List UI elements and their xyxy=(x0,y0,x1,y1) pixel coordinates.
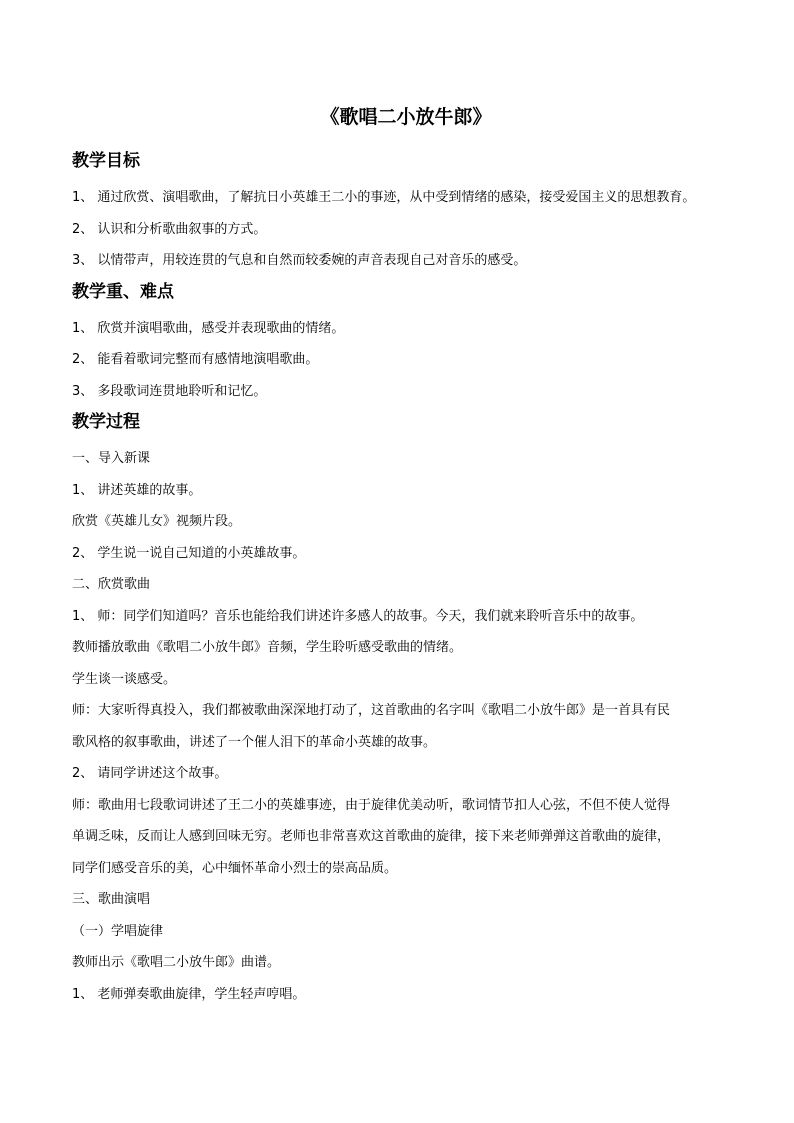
paragraph-line: 2、 能看着歌词完整而有感情地演唱歌曲。 xyxy=(72,352,319,367)
paragraph-line: 1、 老师弹奏歌曲旋律，学生轻声哼唱。 xyxy=(72,986,306,1002)
paragraph-line: 3、 以情带声，用较连贯的气息和自然而较委婉的声音表现自己对音乐的感受。 xyxy=(72,253,527,268)
paragraph-line: 2、 请同学讲述这个故事。 xyxy=(72,766,228,781)
paragraph-line: 师：歌曲用七段歌词讲述了王二小的英雄事迹，由于旋律优美动听，歌词情节扣人心弦，不但不使人觉得 xyxy=(72,797,671,813)
paragraph-line: 一、导入新课 xyxy=(72,451,151,466)
paragraph-line: 学生谈一谈感受。 xyxy=(72,671,177,687)
paragraph-line: 2、 认识和分析歌曲叙事的方式。 xyxy=(72,221,267,237)
section-heading-key-points: 教学重、难点 xyxy=(72,281,174,302)
paragraph-line: 师：大家听得真投入，我们都被歌曲深深地打动了，这首歌曲的名字叫《歌唱二小放牛郎》是一首具有民 xyxy=(72,703,671,718)
paragraph-line: 1、 欣赏并演唱歌曲，感受并表现歌曲的情绪。 xyxy=(72,320,345,336)
paragraph-line: 教师播放歌曲《歌唱二小放牛郎》音频，学生聆听感受歌曲的情绪。 xyxy=(72,640,463,655)
paragraph-line: （一）学唱旋律 xyxy=(72,923,164,939)
section-heading-teaching-process: 教学过程 xyxy=(72,412,140,432)
paragraph-line: 教师出示《歌唱二小放牛郎》曲谱。 xyxy=(72,955,281,970)
paragraph-line: 三、歌曲演唱 xyxy=(72,892,151,907)
paragraph-line: 1、 通过欣赏、演唱歌曲，了解抗日小英雄王二小的事迹，从中受到情绪的感染，接受爱国主义的思想教育。 xyxy=(72,190,696,205)
paragraph-line: 3、 多段歌词连贯地聆听和记忆。 xyxy=(72,383,267,399)
section-heading-teaching-goals: 教学目标 xyxy=(72,151,140,171)
paragraph-line: 欣赏《英雄儿女》视频片段。 xyxy=(72,514,242,529)
paragraph-line: 二、欣赏歌曲 xyxy=(72,577,151,592)
paragraph-line: 1、 讲述英雄的故事。 xyxy=(72,482,202,498)
paragraph-line: 同学们感受音乐的美，心中缅怀革命小烈士的崇高品质。 xyxy=(72,860,398,876)
paragraph-line: 1、 师：同学们知道吗？音乐也能给我们讲述许多感人的故事。今天，我们就来聆听音乐中的故事。 xyxy=(72,608,644,624)
paragraph-line: 2、 学生说一说自己知道的小英雄故事。 xyxy=(72,545,306,561)
paragraph-line: 歌风格的叙事歌曲，讲述了一个催人泪下的革命小英雄的故事。 xyxy=(72,734,437,750)
paragraph-line: 单调乏味，反而让人感到回味无穷。老师也非常喜欢这首歌曲的旋律，接下来老师弹弹这首歌曲的旋律， xyxy=(72,829,671,844)
document-title: 《歌唱二小放牛郎》 xyxy=(320,106,492,128)
